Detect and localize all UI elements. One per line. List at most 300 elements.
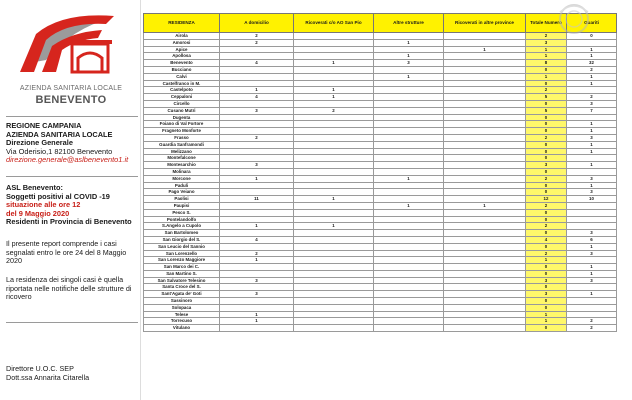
cell-altre-strutture [374,318,444,325]
cell-totale: 1 [526,311,567,318]
cell-altre-province [444,100,526,107]
cell-ricoverati-sanpio [294,162,374,169]
cell-residenza: Montesarchio [144,162,220,169]
cell-guariti: 2 [567,318,617,325]
cell-ricoverati-sanpio [294,128,374,135]
cell-domicilio [220,230,294,237]
table-row [144,60,617,67]
cell-altre-strutture [374,189,444,196]
cell-guariti: 1 [567,291,617,298]
cell-altre-strutture: 1 [374,73,444,80]
cell-totale: 2 [526,134,567,141]
cell-residenza: Amorosi [144,39,220,46]
cell-ricoverati-sanpio [294,100,374,107]
cell-altre-strutture [374,277,444,284]
cell-guariti: 1 [567,46,617,53]
table-row [144,284,617,291]
cell-guariti [567,257,617,264]
cell-domicilio [220,304,294,311]
cell-ricoverati-sanpio [294,168,374,175]
cell-totale: 5 [526,107,567,114]
divider [6,322,138,323]
cell-guariti: 3 [567,100,617,107]
cell-domicilio [220,189,294,196]
cell-totale: 2 [526,202,567,209]
email-link[interactable]: direzione.generale@aslbenevento1.it [6,155,129,165]
cell-residenza: San Marco dei C. [144,264,220,271]
cell-ricoverati-sanpio [294,33,374,40]
cell-domicilio [220,202,294,209]
cell-totale: 2 [526,33,567,40]
cell-altre-strutture [374,311,444,318]
cell-altre-strutture: 1 [374,175,444,182]
agency-name: AZIENDA SANITARIA LOCALE [6,129,113,139]
cell-residenza: Vitulano [144,325,220,332]
report-title-block [6,184,140,227]
report-title-line1: ASL Benevento: [6,183,63,192]
cell-totale: 12 [526,196,567,203]
table-row [144,202,617,209]
cell-altre-province [444,189,526,196]
cell-domicilio [220,46,294,53]
signature-block [6,364,140,382]
cell-altre-strutture [374,134,444,141]
cell-altre-strutture: 3 [374,60,444,67]
cell-domicilio: 4 [220,60,294,67]
cell-residenza: Ceppaloni [144,94,220,101]
table-row [144,148,617,155]
cell-domicilio [220,325,294,332]
cell-totale: 0 [526,114,567,121]
cell-altre-strutture [374,141,444,148]
cell-domicilio [220,66,294,73]
cell-domicilio [220,270,294,277]
cell-ricoverati-sanpio [294,304,374,311]
cell-domicilio [220,100,294,107]
cell-altre-strutture [374,230,444,237]
table-row [144,46,617,53]
cell-guariti [567,202,617,209]
cell-domicilio: 2 [220,39,294,46]
left-panel [0,0,141,400]
cell-altre-province: 1 [444,46,526,53]
cell-guariti [567,114,617,121]
cell-totale: 0 [526,230,567,237]
table-row [144,257,617,264]
table-row [144,182,617,189]
cell-altre-province [444,66,526,73]
cell-domicilio: 2 [220,134,294,141]
cases-table [143,13,617,332]
cell-guariti: 3 [567,277,617,284]
cell-totale: 1 [526,257,567,264]
header-guariti: Guariti [567,14,617,33]
cell-residenza: S.Angelo a Cupolo [144,223,220,230]
cell-totale: 0 [526,182,567,189]
cell-altre-province [444,87,526,94]
cell-guariti: 32 [567,60,617,67]
cell-domicilio [220,155,294,162]
cell-ricoverati-sanpio [294,236,374,243]
cell-guariti: 1 [567,264,617,271]
table-header-row [144,14,617,33]
cell-altre-province: 1 [444,202,526,209]
cell-guariti [567,39,617,46]
table-row [144,53,617,60]
cell-residenza: Foiano di Val Fortore [144,121,220,128]
cell-guariti [567,284,617,291]
cell-guariti: 1 [567,270,617,277]
cell-altre-province [444,80,526,87]
cell-altre-province [444,257,526,264]
cell-altre-strutture [374,33,444,40]
region-name: REGIONE CAMPANIA [6,121,82,130]
cell-residenza: Castelpoto [144,87,220,94]
cell-domicilio [220,243,294,250]
table-row [144,304,617,311]
cell-guariti [567,298,617,305]
cell-guariti [567,168,617,175]
logo-text-line1: AZIENDA SANITARIA LOCALE [19,85,123,92]
table-body [144,33,617,332]
cell-ricoverati-sanpio [294,134,374,141]
cell-domicilio: 3 [220,291,294,298]
cell-guariti: 3 [567,230,617,237]
cell-residenza: San Lorenzo Maggiore [144,257,220,264]
cell-altre-strutture [374,236,444,243]
cell-totale: 1 [526,318,567,325]
cell-totale: 2 [526,175,567,182]
cell-altre-province [444,33,526,40]
cell-altre-province [444,209,526,216]
cell-altre-province [444,277,526,284]
cell-residenza: Solopaca [144,304,220,311]
cell-altre-strutture [374,80,444,87]
cell-totale: 3 [526,291,567,298]
cell-domicilio [220,298,294,305]
cell-altre-strutture [374,291,444,298]
cases-table-container [143,13,616,332]
cell-ricoverati-sanpio [294,80,374,87]
cell-residenza: Dugenta [144,114,220,121]
cell-altre-strutture [374,264,444,271]
cell-residenza: Pontelandolfo [144,216,220,223]
cell-totale: 0 [526,325,567,332]
cell-guariti: 1 [567,53,617,60]
cell-guariti: 1 [567,162,617,169]
table-row [144,107,617,114]
cell-altre-province [444,73,526,80]
cell-altre-province [444,114,526,121]
cell-altre-strutture [374,216,444,223]
table-row [144,39,617,46]
cell-altre-province [444,196,526,203]
cell-altre-province [444,291,526,298]
cell-altre-strutture [374,250,444,257]
logo-arch-icon [2,4,140,84]
cell-ricoverati-sanpio [294,284,374,291]
table-row [144,168,617,175]
cell-altre-province [444,216,526,223]
cell-domicilio: 4 [220,236,294,243]
asl-logo [2,4,140,112]
table-row [144,230,617,237]
cell-guariti: 2 [567,325,617,332]
cell-altre-strutture [374,66,444,73]
cell-altre-province [444,230,526,237]
watermark-icon [554,2,594,36]
cell-totale: 0 [526,66,567,73]
cell-totale: 1 [526,73,567,80]
table-row [144,291,617,298]
cell-altre-province [444,250,526,257]
cell-guariti: 6 [567,236,617,243]
cell-ricoverati-sanpio [294,114,374,121]
table-row [144,66,617,73]
cell-totale: 3 [526,39,567,46]
cell-domicilio [220,168,294,175]
cell-totale: 0 [526,264,567,271]
cell-residenza: San Leucio del Sannio [144,243,220,250]
table-row [144,114,617,121]
cell-totale: 1 [526,53,567,60]
cell-domicilio: 1 [220,257,294,264]
cell-ricoverati-sanpio [294,66,374,73]
cell-guariti [567,155,617,162]
cell-guariti: 10 [567,196,617,203]
cell-altre-province [444,162,526,169]
cell-altre-strutture [374,304,444,311]
cell-domicilio: 2 [220,250,294,257]
cell-guariti: 3 [567,134,617,141]
cell-altre-strutture [374,155,444,162]
cell-residenza: Circello [144,100,220,107]
cell-totale: 1 [526,46,567,53]
cell-domicilio: 1 [220,318,294,325]
header-altre-province: Ricoverati in altre province [444,14,526,33]
cell-guariti [567,87,617,94]
cell-ricoverati-sanpio [294,141,374,148]
table-row [144,243,617,250]
cell-domicilio: 1 [220,223,294,230]
cell-ricoverati-sanpio [294,257,374,264]
cell-totale: 0 [526,270,567,277]
cell-domicilio [220,264,294,271]
cell-altre-strutture [374,94,444,101]
table-row [144,80,617,87]
cell-guariti: 3 [567,250,617,257]
cell-guariti: 1 [567,80,617,87]
cell-residenza: Airola [144,33,220,40]
table-row [144,223,617,230]
report-title-line2: Soggetti positivi al COVID -19 [6,191,110,201]
table-row [144,209,617,216]
cell-totale: 0 [526,243,567,250]
cell-domicilio [220,53,294,60]
cell-ricoverati-sanpio [294,318,374,325]
header-domicilio: A domicilio [220,14,294,33]
cell-altre-strutture [374,121,444,128]
cell-altre-strutture [374,243,444,250]
report-note-cutoff: Il presente report comprende i casi segnalati entro le ore 24 del 8 Maggio 2020 [6,239,127,266]
cell-domicilio: 1 [220,311,294,318]
cell-guariti [567,216,617,223]
table-row [144,236,617,243]
cell-domicilio: 1 [220,175,294,182]
cell-ricoverati-sanpio [294,230,374,237]
cell-residenza: Fragneto Monforte [144,128,220,135]
cell-ricoverati-sanpio [294,46,374,53]
cell-guariti: 1 [567,141,617,148]
cell-ricoverati-sanpio [294,39,374,46]
cell-altre-strutture [374,148,444,155]
cell-altre-province [444,141,526,148]
cell-domicilio: 2 [220,33,294,40]
cell-residenza: Pesco S. [144,209,220,216]
cell-altre-province [444,134,526,141]
cell-totale: 0 [526,298,567,305]
cell-altre-province [444,311,526,318]
cell-totale: 3 [526,277,567,284]
cell-altre-province [444,182,526,189]
cell-residenza: Benevento [144,60,220,67]
cell-guariti [567,311,617,318]
cell-altre-province [444,236,526,243]
cell-ricoverati-sanpio [294,270,374,277]
cell-totale: 0 [526,189,567,196]
signature-role: Direttore U.O.C. SEP [6,364,74,373]
divider [6,176,138,177]
cell-ricoverati-sanpio [294,250,374,257]
cell-altre-strutture [374,162,444,169]
cell-ricoverati-sanpio [294,155,374,162]
cell-residenza: Paduli [144,182,220,189]
cell-domicilio [220,182,294,189]
cell-guariti: 1 [567,73,617,80]
cell-domicilio: 3 [220,107,294,114]
cell-residenza: Pago Veiano [144,189,220,196]
cell-ricoverati-sanpio [294,298,374,305]
watermark-logo [554,2,594,36]
cell-ricoverati-sanpio [294,209,374,216]
cell-guariti: 1 [567,128,617,135]
department-name: Direzione Generale [6,138,73,148]
cell-ricoverati-sanpio: 1 [294,196,374,203]
cell-residenza: Guardia Sanframondi [144,141,220,148]
cell-guariti [567,223,617,230]
cell-domicilio: 4 [220,94,294,101]
cell-ricoverati-sanpio: 2 [294,107,374,114]
cell-ricoverati-sanpio [294,121,374,128]
cell-altre-strutture [374,46,444,53]
cell-altre-province [444,94,526,101]
divider [6,116,138,117]
table-row [144,325,617,332]
cell-totale: 2 [526,223,567,230]
cell-altre-strutture [374,325,444,332]
cell-totale: 0 [526,216,567,223]
cell-altre-province [444,53,526,60]
cell-altre-strutture [374,114,444,121]
cell-ricoverati-sanpio [294,182,374,189]
cell-altre-strutture [374,298,444,305]
cell-altre-province [444,243,526,250]
cell-guariti: 1 [567,182,617,189]
cell-guariti: 2 [567,66,617,73]
cell-altre-strutture: 1 [374,202,444,209]
table-row [144,162,617,169]
report-date: del 9 Maggio 2020 [6,208,70,218]
cell-altre-province [444,325,526,332]
cell-residenza: Sassinoro [144,298,220,305]
cell-altre-province [444,284,526,291]
table-row [144,33,617,40]
report-scope: Residenti in Provincia di Benevento [6,217,132,227]
cell-domicilio: 3 [220,162,294,169]
cell-altre-strutture [374,107,444,114]
cell-totale: 2 [526,250,567,257]
cell-domicilio: 1 [220,87,294,94]
cell-guariti: 1 [567,121,617,128]
cell-totale: 0 [526,141,567,148]
cell-altre-strutture [374,257,444,264]
cell-domicilio [220,284,294,291]
cell-residenza: Frasso [144,134,220,141]
cell-altre-strutture [374,100,444,107]
table-row [144,189,617,196]
table-row [144,128,617,135]
cell-ricoverati-sanpio [294,53,374,60]
cell-altre-strutture [374,209,444,216]
cell-residenza: Paupisi [144,202,220,209]
cell-altre-province [444,264,526,271]
cell-ricoverati-sanpio [294,243,374,250]
cell-residenza: Castelfranco in M. [144,80,220,87]
cell-guariti [567,304,617,311]
cell-domicilio [220,209,294,216]
table-row [144,264,617,271]
cell-totale: 2 [526,87,567,94]
header-totale: Totale Numero [526,14,567,33]
cell-totale: 0 [526,148,567,155]
cell-guariti: 7 [567,107,617,114]
cell-guariti: 2 [567,94,617,101]
cell-totale: 0 [526,168,567,175]
cell-totale: 0 [526,304,567,311]
table-row [144,216,617,223]
cell-guariti: 0 [567,33,617,40]
cell-totale: 5 [526,94,567,101]
cell-totale: 3 [526,162,567,169]
cell-residenza: Torrecuso [144,318,220,325]
table-row [144,311,617,318]
cell-ricoverati-sanpio [294,277,374,284]
cell-altre-province [444,148,526,155]
cell-ricoverati-sanpio [294,73,374,80]
cell-altre-province [444,39,526,46]
cell-altre-strutture [374,270,444,277]
cell-altre-province [444,107,526,114]
cell-ricoverati-sanpio [294,189,374,196]
report-time: situazione alle ore 12 [6,200,81,210]
signature-name: Dott.ssa Annarita Citarella [6,373,90,382]
cell-ricoverati-sanpio [294,325,374,332]
cell-residenza: San Lorenzello [144,250,220,257]
cell-residenza: Calvi [144,73,220,80]
cell-residenza: Santa Croce del S. [144,284,220,291]
cell-domicilio [220,80,294,87]
cell-altre-strutture [374,182,444,189]
